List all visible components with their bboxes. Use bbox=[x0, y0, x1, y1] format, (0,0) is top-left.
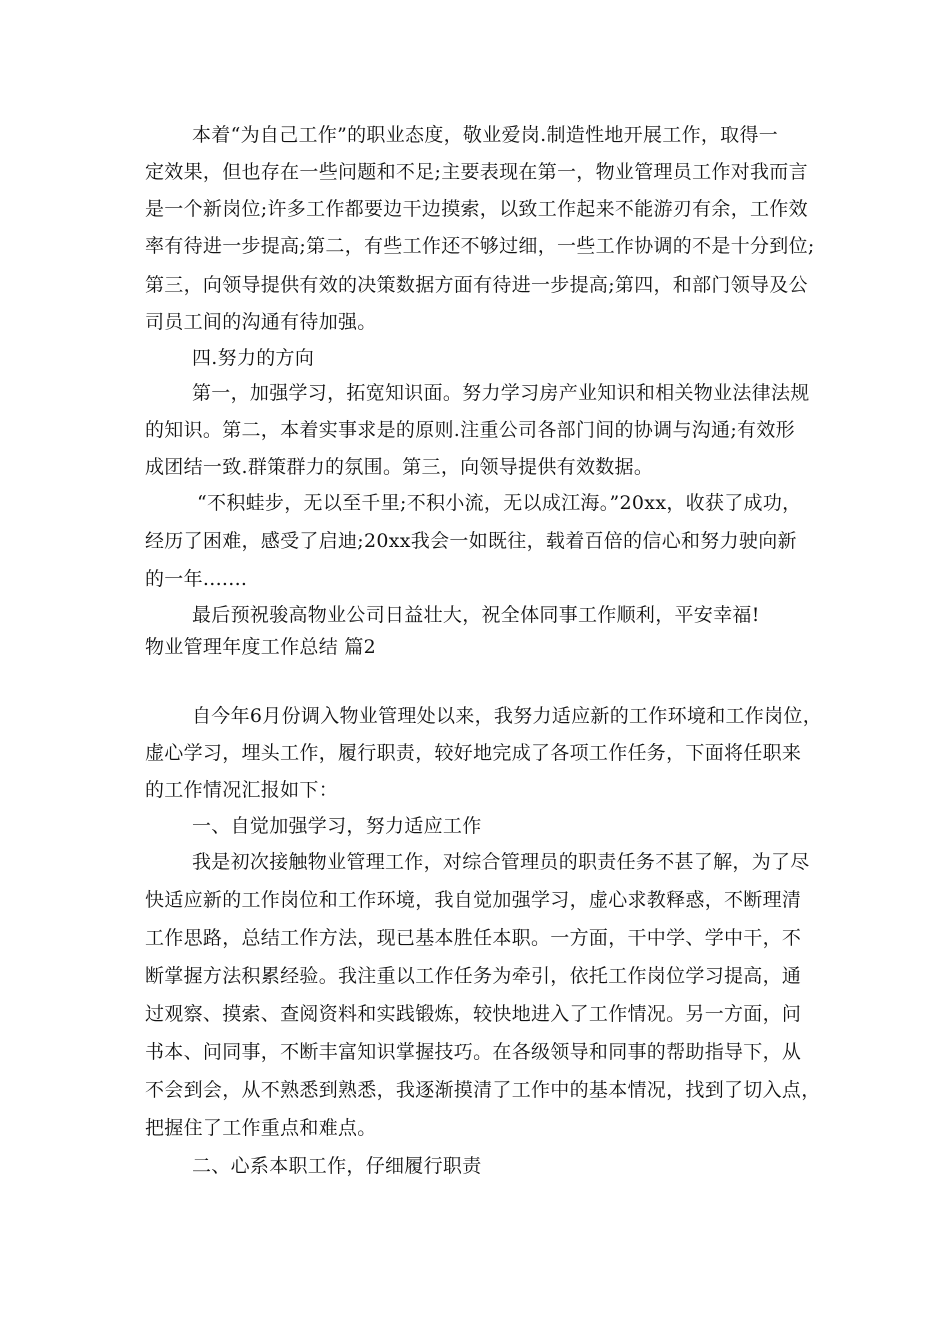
paragraph-line: 断掌握方法积累经验。我注重以工作任务为牵引，依托工作岗位学习提高，通 bbox=[145, 965, 802, 987]
paragraph-line: 工作思路，总结工作方法，现已基本胜任本职。一方面，干中学、学中干，不 bbox=[145, 927, 802, 949]
section-heading: 二、心系本职工作，仔细履行职责 bbox=[192, 1155, 482, 1177]
section-heading: 四.努力的方向 bbox=[192, 347, 315, 369]
paragraph-line: 司员工间的沟通有待加强。 bbox=[145, 311, 377, 333]
paragraph-line: 书本、问同事，不断丰富知识掌握技巧。在各级领导和同事的帮助指导下，从 bbox=[145, 1041, 802, 1063]
paragraph-line: 的一年....... bbox=[145, 568, 248, 590]
paragraph-line: 成团结一致.群策群力的氛围。第三，向领导提供有效数据。 bbox=[145, 456, 654, 478]
paragraph-line: 的工作情况汇报如下： bbox=[145, 779, 339, 801]
paragraph-line: 本着“为自己工作”的职业态度，敬业爱岗.制造性地开展工作，取得一 bbox=[192, 124, 779, 146]
paragraph-line: 自今年6月份调入物业管理处以来，我努力适应新的工作环境和工作岗位， bbox=[192, 705, 822, 727]
paragraph-line: 把握住了工作重点和难点。 bbox=[145, 1117, 377, 1139]
section-heading: 一、自觉加强学习，努力适应工作 bbox=[192, 815, 482, 837]
article-title: 物业管理年度工作总结 篇2 bbox=[145, 636, 377, 658]
paragraph-line: “不积蛙步，无以至千里;不积小流，无以成江海。”20xx，收获了成功， bbox=[197, 492, 802, 514]
paragraph-line: 是一个新岗位;许多工作都要边干边摸索，以致工作起来不能游刃有余，工作效 bbox=[145, 198, 808, 220]
paragraph-line: 快适应新的工作岗位和工作环境，我自觉加强学习，虚心求教释惑，不断理清 bbox=[145, 889, 802, 911]
paragraph-line: 虚心学习，埋头工作，履行职责，较好地完成了各项工作任务，下面将任职来 bbox=[145, 742, 802, 764]
paragraph-line: 最后预祝骏高物业公司日益壮大，祝全体同事工作顺利，平安幸福! bbox=[192, 604, 760, 626]
paragraph-line: 我是初次接触物业管理工作，对综合管理员的职责任务不甚了解，为了尽 bbox=[192, 851, 810, 873]
paragraph-line: 第三，向领导提供有效的决策数据方面有待进一步提高;第四，和部门领导及公 bbox=[145, 274, 808, 296]
paragraph-line: 过观察、摸索、查阅资料和实践锻炼，较快地进入了工作情况。另一方面，问 bbox=[145, 1003, 802, 1025]
paragraph-line: 率有待进一步提高;第二，有些工作还不够过细，一些工作协调的不是十分到位; bbox=[145, 235, 815, 257]
paragraph-line: 定效果，但也存在一些问题和不足;主要表现在第一，物业管理员工作对我而言 bbox=[145, 161, 808, 183]
paragraph-line: 第一，加强学习，拓宽知识面。努力学习房产业知识和相关物业法律法规 bbox=[192, 382, 810, 404]
paragraph-line: 不会到会，从不熟悉到熟悉，我逐渐摸清了工作中的基本情况，找到了切入点， bbox=[145, 1079, 821, 1101]
paragraph-line: 的知识。第二，本着实事求是的原则.注重公司各部门间的协调与沟通;有效形 bbox=[145, 419, 795, 441]
paragraph-line: 经历了困难，感受了启迪;20xx我会一如既往，载着百倍的信心和努力驶向新 bbox=[145, 530, 797, 552]
